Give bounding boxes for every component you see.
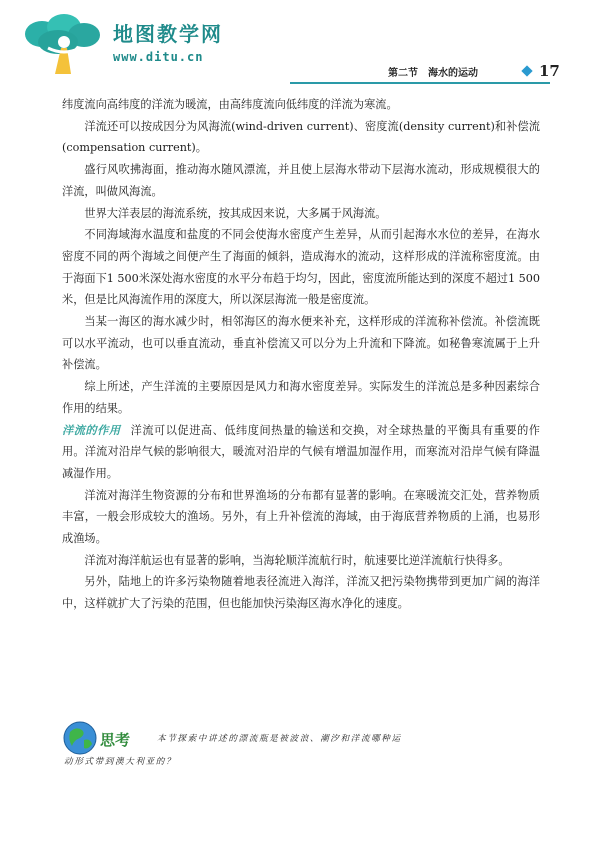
tree-logo-icon — [18, 12, 110, 76]
paragraph: 综上所述，产生洋流的主要原因是风力和海水密度差异。实际发生的洋流总是多种因素综合作用的结果。 — [62, 380, 540, 415]
topic-paragraph — [62, 420, 540, 485]
paragraph: 盛行风吹拂海面，推动海水随风漂流，并且使上层海水带动下层海水流动，形成规模很大的洋流，叫做风海流。 — [62, 163, 540, 198]
logo-title: 地图教学网 — [113, 22, 223, 46]
paragraph: 洋流对海洋生物资源的分布和世界渔场的分布都有显著的影响。在寒暖流交汇处，营养物质丰富，一般会形成较大的渔场。另外，有上升补偿流的海域，由于海底营养物质的上涌，也易形成渔场。 — [62, 488, 540, 546]
site-logo — [18, 12, 223, 82]
page-number: 17 — [539, 62, 560, 80]
topic-text: 洋流可以促进高、低纬度间热量的输送和交换，对全球热量的平衡具有重要的作用。洋流对沿岸气候的影响很大，暖流对沿岸的气候有增温加湿作用，而寒流对沿岸气候有降温减湿作用。 — [62, 423, 540, 480]
think-question-line-1: 本节探索中讲述的漂流瓶是被波浪、潮汐和洋流哪种运 — [157, 734, 402, 744]
diamond-icon — [521, 65, 532, 76]
paragraph: 世界大洋表层的海流系统，按其成因来说，大多属于风海流。 — [84, 206, 387, 220]
globe-icon — [62, 720, 98, 756]
think-label: 思考 — [100, 731, 131, 749]
page-body — [62, 94, 540, 615]
paragraph: 纬度流向高纬度的洋流为暖流，由高纬度流向低纬度的洋流为寒流。 — [62, 98, 398, 111]
paragraph: 当某一海区的海水减少时，相邻海区的海水便来补充，这样形成的洋流称补偿流。补偿流既可以水平流动，也可以垂直流动，垂直补偿流又可以分为上升流和下降流。如秘鲁寒流属于上升补偿流。 — [62, 315, 540, 372]
think-question-line-2: 动形式带到澳大利亚的？ — [64, 757, 177, 767]
paragraph: 另外，陆地上的许多污染物随着地表径流进入海洋，洋流又把污染物携带到更加广阔的海洋中，这样就扩大了污染的范围，但也能加快污染海区海水净化的速度。 — [62, 575, 540, 611]
paragraph: 不同海域海水温度和盐度的不同会使海水密度产生差异，从而引起海水水位的差异，在海水密度不同的两个海域之间便产生了海面的倾斜，造成海水的流动，这样形成的洋流称密度流。由于海面下1 500米深处海水密度的水平分布趋于均匀，因此，密度流所能达到的深度不超过1 500米，但是比风海流作用的深度大，所以深层海流一般是密度流。 — [62, 228, 540, 307]
section-title: 第二节 海水的运动 — [388, 68, 478, 79]
paragraph: 洋流对海洋航运也有显著的影响，当海轮顺洋流航行时，航速要比逆洋流航行快得多。 — [84, 553, 510, 567]
logo-url: www.ditu.cn — [113, 50, 204, 64]
header-divider — [290, 82, 550, 84]
think-box — [62, 720, 540, 780]
paragraph: 洋流还可以按成因分为风海流(wind-driven current)、密度流(density current)和补偿流(compensation current)。 — [62, 119, 540, 155]
topic-heading: 洋流的作用 — [62, 423, 121, 437]
